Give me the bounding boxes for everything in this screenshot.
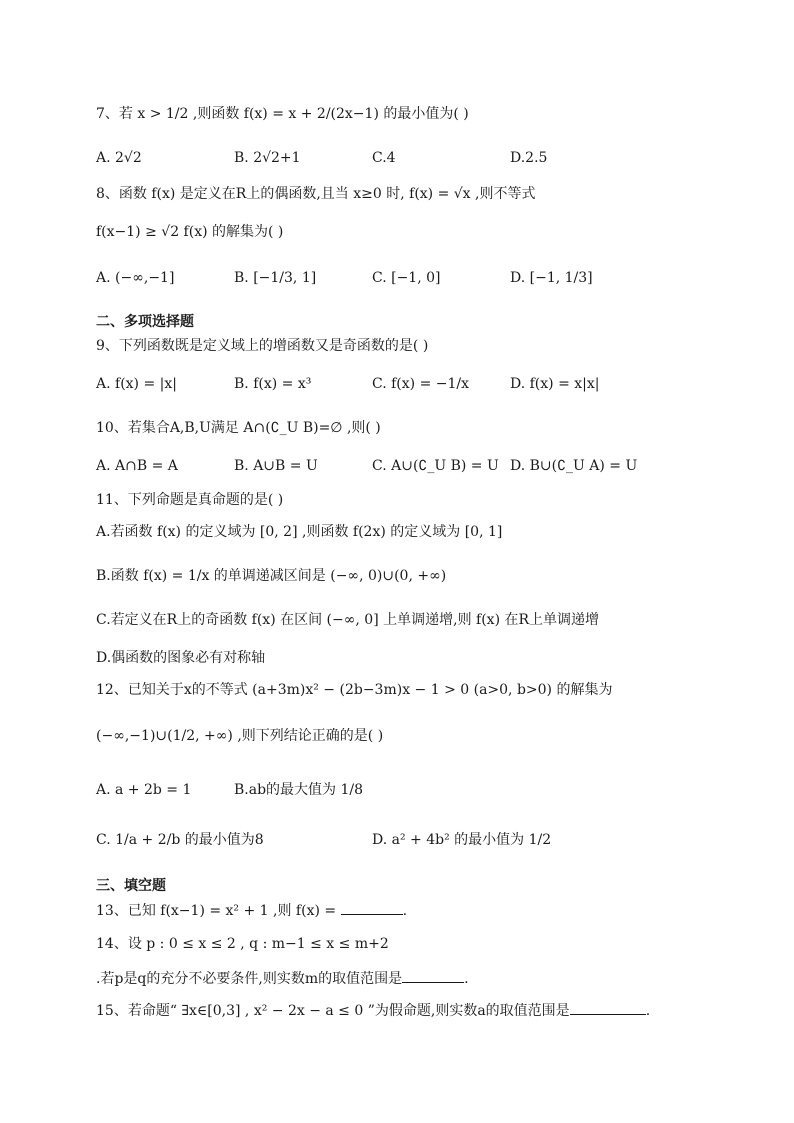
q8-option-b: B. [−1/3, 1]: [234, 270, 317, 286]
question-7-stem: 7、若 x > 1/2 ,则函数 f(x) = x + 2/(2x−1) 的最小值为( ): [96, 106, 469, 122]
q11-option-a: A.若函数 f(x) 的定义域为 [0, 2] ,则函数 f(2x) 的定义域为 [0, 1]: [96, 524, 503, 540]
q8-option-d: D. [−1, 1/3]: [510, 270, 593, 286]
q12-option-c: C. 1/a + 2/b 的最小值为8: [96, 832, 264, 848]
question-15: [96, 1000, 650, 1021]
question-12-stem-line2: (−∞,−1)∪(1/2, +∞) ,则下列结论正确的是( ): [96, 728, 384, 744]
q7-option-c: C.4: [372, 150, 396, 166]
question-10-stem: 10、若集合A,B,U满足 A∩(∁_U B)=∅ ,则( ): [96, 420, 381, 436]
q8-option-a: A. (−∞,−1]: [96, 270, 175, 286]
question-13: [96, 900, 407, 921]
question-12-stem-line1: 12、已知关于x的不等式 (a+3m)x² − (2b−3m)x − 1 > 0 (a>0, b>0) 的解集为: [96, 682, 613, 698]
question-8-stem-line2: f(x−1) ≥ √2 f(x) 的解集为( ): [96, 224, 284, 240]
q9-option-d: D. f(x) = x|x|: [510, 376, 600, 392]
question-13-stem: 13、已知 f(x−1) = x² + 1 ,则 f(x) =: [96, 903, 341, 919]
section-heading-multiple-choice: 二、多项选择题: [96, 314, 194, 330]
q10-option-d: D. B∪(∁_U A) = U: [510, 458, 638, 474]
answer-blank-14[interactable]: [402, 968, 464, 983]
question-13-tail: .: [402, 903, 408, 919]
q10-option-b: B. A∪B = U: [234, 458, 318, 474]
question-9-stem: 9、下列函数既是定义域上的增函数又是奇函数的是( ): [96, 338, 429, 354]
q10-option-a: A. A∩B = A: [96, 458, 178, 474]
question-14-tail: .: [464, 971, 469, 987]
q12-option-d: D. a² + 4b² 的最小值为 1/2: [372, 832, 552, 848]
q9-option-b: B. f(x) = x³: [234, 376, 312, 392]
q10-option-c: C. A∪(∁_U B) = U: [372, 458, 499, 474]
question-14-stem-line2: .若p是q的充分不必要条件,则实数m的取值范围是: [96, 971, 403, 987]
q7-option-a: A. 2√2: [96, 150, 142, 166]
question-15-tail: .: [645, 1003, 651, 1019]
q12-option-b: B.ab的最大值为 1/8: [234, 782, 364, 798]
question-11-stem: 11、下列命题是真命题的是( ): [96, 492, 284, 508]
question-15-stem: 15、若命题“ ∃x∈[0,3] , x² − 2x − a ≤ 0 ”为假命题,则实数a的取值范围是: [96, 1003, 570, 1019]
q7-option-b: B. 2√2+1: [234, 150, 301, 166]
q9-option-c: C. f(x) = −1/x: [372, 376, 469, 392]
answer-blank-15[interactable]: [570, 1000, 646, 1015]
q11-option-d: D.偶函数的图象必有对称轴: [96, 650, 266, 666]
q8-option-c: C. [−1, 0]: [372, 270, 441, 286]
q11-option-b: B.函数 f(x) = 1/x 的单调递减区间是 (−∞, 0)∪(0, +∞): [96, 568, 447, 584]
q7-option-d: D.2.5: [510, 150, 548, 166]
question-14-line2: [96, 968, 469, 989]
answer-blank-13[interactable]: [341, 900, 403, 915]
q9-option-a: A. f(x) = |x|: [96, 376, 177, 392]
q11-option-c: C.若定义在R上的奇函数 f(x) 在区间 (−∞, 0] 上单调递增,则 f(x) 在R上单调递增: [96, 612, 600, 628]
q12-option-a: A. a + 2b = 1: [96, 782, 192, 798]
question-8-stem-line1: 8、函数 f(x) 是定义在R上的偶函数,且当 x≥0 时, f(x) = √x ,则不等式: [96, 186, 536, 202]
section-heading-fill-in-blank: 三、填空题: [96, 878, 166, 894]
question-14-stem-line1: 14、设 p : 0 ≤ x ≤ 2 , q : m−1 ≤ x ≤ m+2: [96, 936, 389, 952]
